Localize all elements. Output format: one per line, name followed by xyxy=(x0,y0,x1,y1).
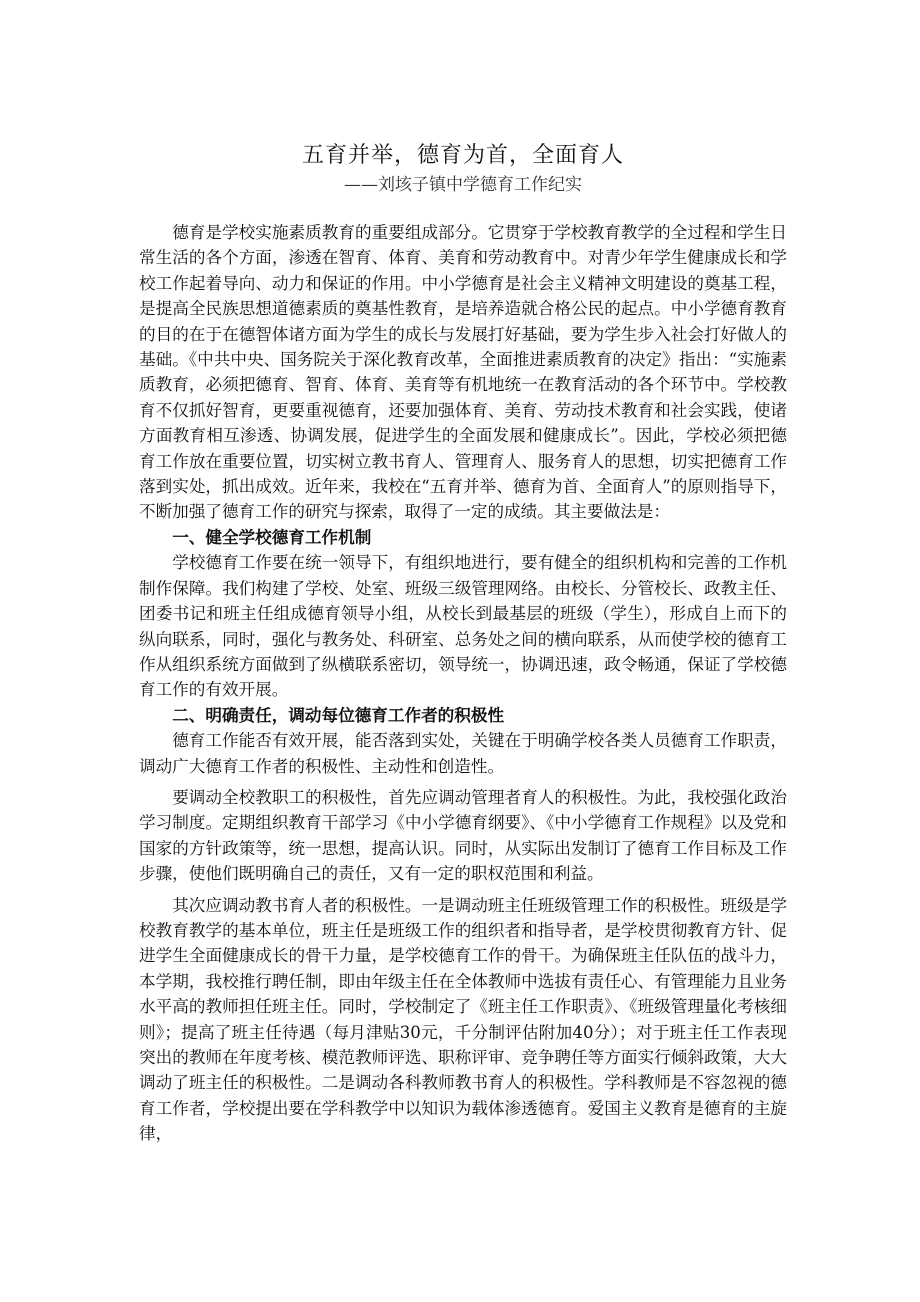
intro-paragraph: 德育是学校实施素质教育的重要组成部分。它贯穿于学校教育教学的全过程和学生日常生活的各个方面，渗透在智育、体育、美育和劳动教育中。对青少年学生健康成长和学校工作起着导向、动力和保证的作用。中小学德育是社会主义精神文明建设的奠基工程，是提高全民族思想道德素质的奠基性教育，是培养造就合格公民的起点。中小学德育教育的目的在于在德智体诸方面为学生的成长与发展打好基础，要为学生步入社会打好做人的基础。《中共中央、国务院关于深化教育改革，全面推进素质教育的决定》指出：“实施素质教育，必须把德育、智育、体育、美育等有机地统一在教育活动的各个环节中。学校教育不仅抓好智育，更要重视德育，还要加强体育、美育、劳动技术教育和社会实践，使诸方面教育相互渗透、协调发展，促进学生的全面发展和健康成长”。因此，学校必须把德育工作放在重要位置，切实树立教书育人、管理育人、服务育人的思想，切实把德育工作落到实处，抓出成效。近年来，我校在“五育并举、德育为首、全面育人”的原则指导下，不断加强了德育工作的研究与探索，取得了一定的成绩。其主要做法是： xyxy=(139,223,787,522)
section1-paragraph: 学校德育工作要在统一领导下，有组织地进行，要有健全的组织机构和完善的工作机制作保障。我们构建了学校、处室、班级三级管理网络。由校长、分管校长、政教主任、团委书记和班主任组成德育领导小组，从校长到最基层的班级（学生），形成自上而下的纵向联系，同时，强化与教务处、科研室、总务处之间的横向联系，从而使学校的德育工作从组织系统方面做到了纵横联系密切，领导统一，协调迅速，政令畅通，保证了学校德育工作的有效开展。 xyxy=(139,553,787,700)
document-title: 五育并举，德育为首，全面育人 xyxy=(301,143,624,168)
section2-heading: 二、明确责任，调动每位德育工作者的积极性 xyxy=(172,705,505,725)
section2-paragraph-1: 德育工作能否有效开展，能否落到实处，关键在于明确学校各类人员德育工作职责，调动广大德育工作者的积极性、主动性和创造性。 xyxy=(139,731,787,776)
section1-heading: 一、健全学校德育工作机制 xyxy=(172,527,372,547)
document-page xyxy=(139,140,787,1147)
section2-paragraph-3: 其次应调动教书育人者的积极性。一是调动班主任班级管理工作的积极性。班级是学校教育教学的基本单位，班主任是班级工作的组织者和指导者，是学校贯彻教育方针、促进学生全面健康成长的骨干力量，是学校德育工作的骨干。为确保班主任队伍的战斗力，本学期，我校推行聘任制，即由年级主任在全体教师中选拔有责任心、有管理能力且业务水平高的教师担任班主任。同时，学校制定了《班主任工作职责》、《班级管理量化考核细则》；提高了班主任待遇（每月津贴30元，千分制评估附加40分）；对于班主任工作表现突出的教师在年度考核、模范教师评选、职称评审、竞争聘任等方面实行倾斜政策，大大调动了班主任的积极性。二是调动各科教师教书育人的积极性。学科教师是不容忽视的德育工作者，学校提出要在学科教学中以知识为载体渗透德育。爱国主义教育是德育的主旋律， xyxy=(139,895,787,1144)
section2-paragraph-2: 要调动全校教职工的积极性，首先应调动管理者育人的积极性。为此，我校强化政治学习制度。定期组织教育干部学习《中小学德育纲要》、《中小学德育工作规程》以及党和国家的方针政策等，统一思想，提高认识。同时，从实际出发制订了德育工作目标及工作步骤，使他们既明确自己的责任，又有一定的职权范围和利益。 xyxy=(139,787,787,884)
document-subtitle: ——刘垓子镇中学德育工作纪实 xyxy=(344,175,582,195)
